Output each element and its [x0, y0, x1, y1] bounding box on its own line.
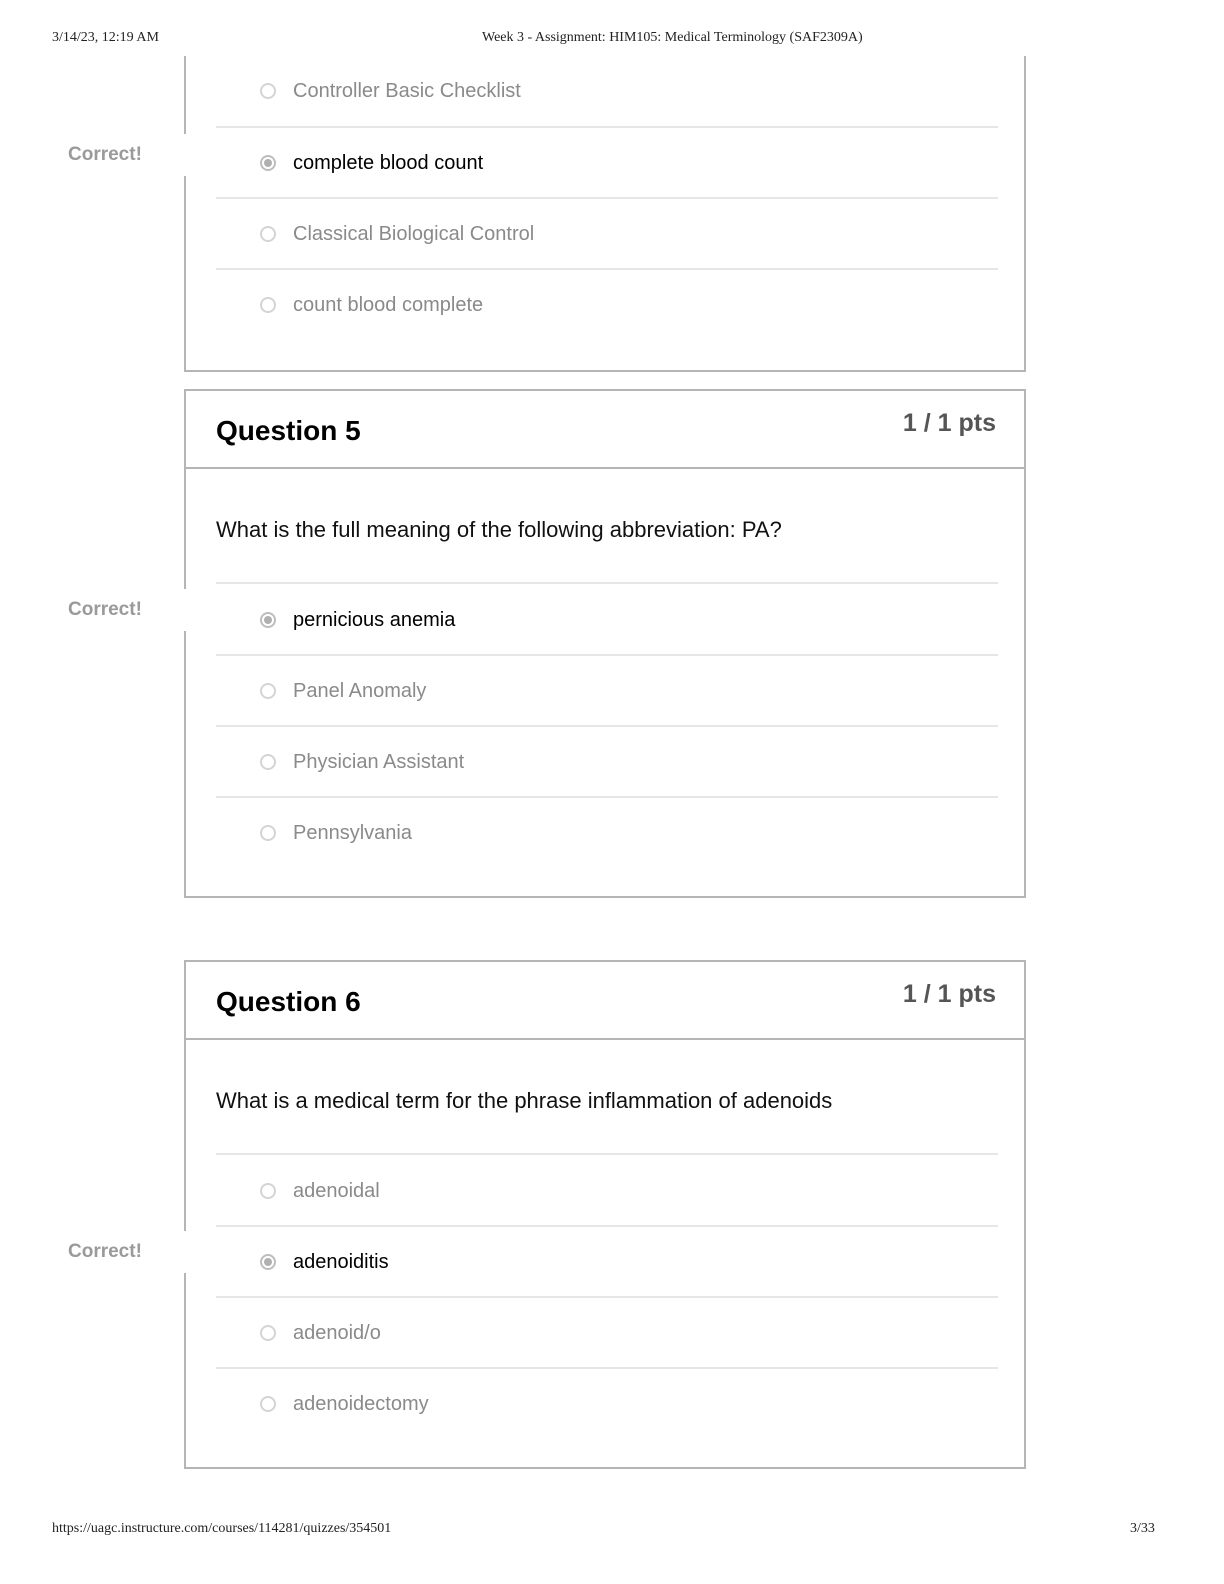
answer-label: pernicious anemia: [293, 608, 456, 631]
answer-option[interactable]: [260, 219, 534, 249]
radio-button[interactable]: [260, 683, 276, 699]
answer-divider: [216, 796, 998, 798]
answer-option[interactable]: [260, 1247, 389, 1277]
radio-button[interactable]: [260, 825, 276, 841]
question-text: What is a medical term for the phrase inflammation of adenoids: [216, 1088, 833, 1113]
answer-label: adenoid/o: [293, 1321, 381, 1344]
answer-divider: [216, 197, 998, 199]
answer-option[interactable]: [260, 747, 464, 777]
answer-label: Pennsylvania: [293, 821, 412, 844]
radio-button[interactable]: [260, 297, 276, 313]
answer-option[interactable]: [260, 1176, 380, 1206]
answer-label: adenoidal: [293, 1179, 380, 1202]
answer-option[interactable]: [260, 76, 521, 106]
question-points: 1 / 1 pts: [902, 409, 996, 437]
radio-button[interactable]: [260, 1396, 276, 1412]
question-title: Question 5: [216, 415, 361, 446]
question-5-card: [184, 389, 1026, 898]
answer-label: adenoidectomy: [293, 1392, 429, 1415]
question-4-card: [184, 56, 1026, 372]
radio-button-selected[interactable]: [260, 1254, 276, 1270]
answer-divider: [216, 654, 998, 656]
correct-gap: [184, 134, 186, 176]
answer-label: Physician Assistant: [293, 750, 465, 773]
question-header: [186, 962, 1024, 1040]
answer-label: Panel Anomaly: [293, 679, 427, 702]
radio-button[interactable]: [260, 83, 276, 99]
answer-divider: [216, 126, 998, 128]
correct-label: Correct!: [68, 144, 142, 165]
answer-divider: [216, 582, 998, 584]
print-url: https://uagc.instructure.com/courses/114281/quizzes/354501: [52, 1521, 392, 1536]
answer-label: count blood complete: [293, 293, 484, 316]
print-page-title: Week 3 - Assignment: HIM105: Medical Terminology (SAF2309A): [482, 30, 863, 45]
answer-option[interactable]: [260, 676, 426, 706]
question-header: [186, 391, 1024, 469]
answer-option[interactable]: [260, 605, 455, 635]
radio-button-selected[interactable]: [260, 155, 276, 171]
answer-divider: [216, 1153, 998, 1155]
correct-label: Correct!: [68, 1241, 142, 1262]
question-6-card: [184, 960, 1026, 1469]
question-title: Question 6: [216, 986, 361, 1017]
answer-option[interactable]: [260, 818, 412, 848]
radio-button[interactable]: [260, 226, 276, 242]
correct-label: Correct!: [68, 599, 142, 620]
answer-label: adenoiditis: [293, 1250, 389, 1273]
question-points: 1 / 1 pts: [902, 980, 996, 1008]
print-datetime: 3/14/23, 12:19 AM: [52, 30, 159, 45]
answer-label: Classical Biological Control: [293, 222, 535, 245]
radio-button[interactable]: [260, 1183, 276, 1199]
answer-label: complete blood count: [293, 151, 484, 174]
answer-label: Controller Basic Checklist: [293, 79, 521, 102]
radio-button-selected[interactable]: [260, 612, 276, 628]
answer-divider: [216, 1225, 998, 1227]
answer-divider: [216, 1367, 998, 1369]
radio-button[interactable]: [260, 1325, 276, 1341]
answer-option[interactable]: [260, 290, 483, 320]
answer-divider: [216, 725, 998, 727]
answer-option[interactable]: [260, 148, 483, 178]
answer-option[interactable]: [260, 1318, 381, 1348]
answer-option[interactable]: [260, 1389, 429, 1419]
correct-gap: [184, 589, 186, 631]
question-text: What is the full meaning of the following abbreviation: PA?: [216, 517, 782, 542]
print-page-number: 3/33: [1130, 1521, 1155, 1536]
answer-divider: [216, 1296, 998, 1298]
correct-gap: [184, 1231, 186, 1273]
answer-divider: [216, 268, 998, 270]
radio-button[interactable]: [260, 754, 276, 770]
